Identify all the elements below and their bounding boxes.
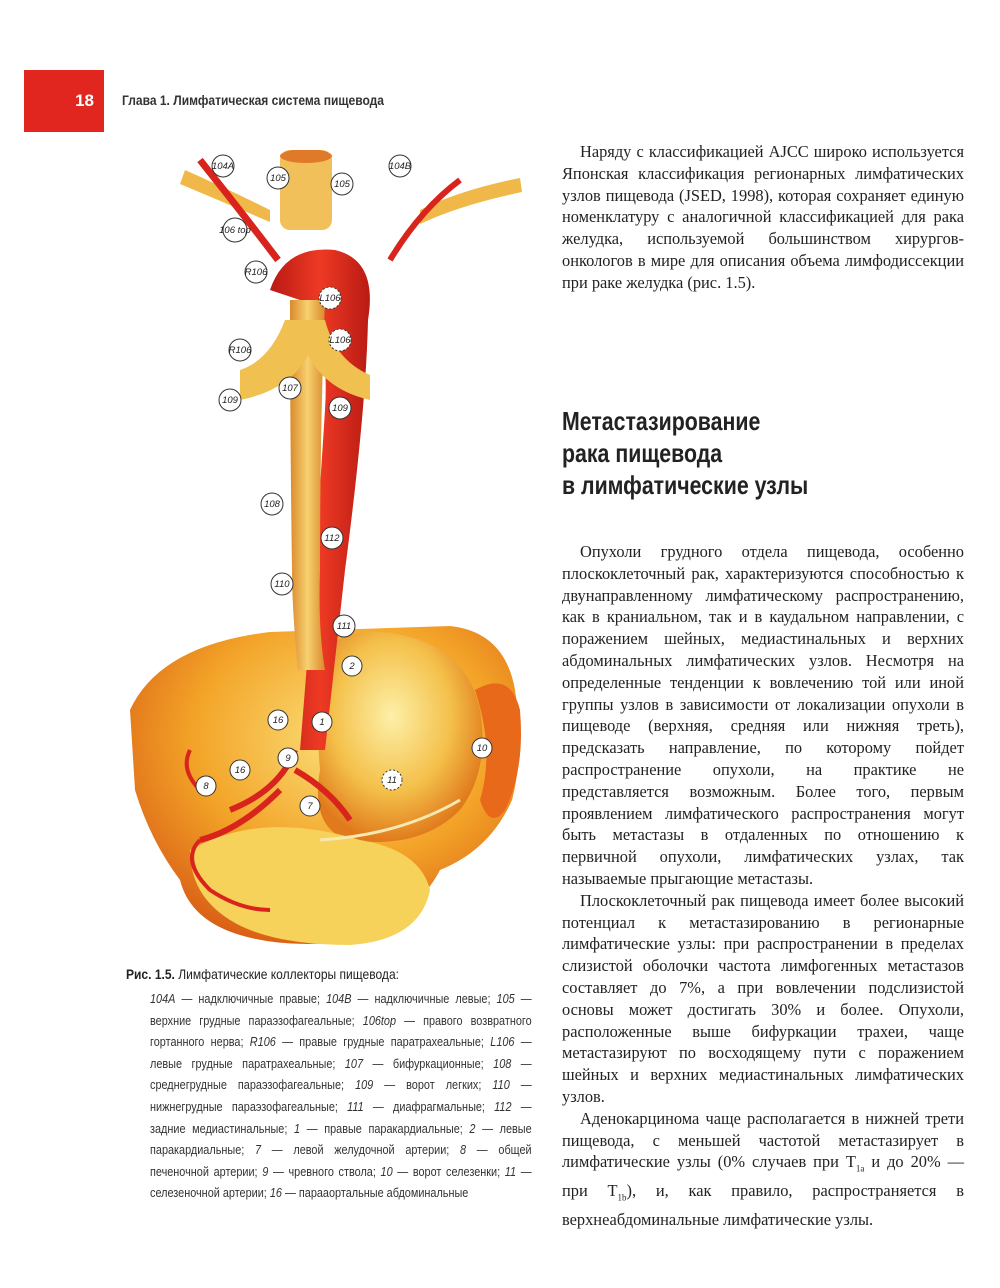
node-105-right — [267, 167, 289, 189]
svg-text:R106: R106 — [244, 267, 268, 278]
svg-text:104A: 104A — [211, 161, 235, 172]
section-heading: Метастазирование рака пищевода в лимфатические узлы — [562, 406, 809, 500]
svg-text:106 top: 106 top — [219, 225, 251, 236]
caption-item-text: — задние медиастинальные; — [150, 1098, 532, 1136]
intro-paragraph: Наряду с классификацией AJCC широко используется Японская классификация регионарных лимфатических узлов пищевода (JSED, 1998), которая сохраняет единую номенклатуру с аналогичной классификацией для рака желудка, используемой большинством хирургов-онкологов в мире для описания объема лимфодиссекции при раке желудка (рис. 1.5). — [562, 142, 964, 292]
caption-item-code: 11 — [504, 1163, 517, 1179]
node-112 — [321, 527, 343, 549]
caption-item-code: 104B — [326, 991, 352, 1006]
svg-text:R106: R106 — [228, 345, 252, 356]
caption-item-text: — верхние грудные параэзофагеальные; — [150, 991, 532, 1028]
svg-text:110: 110 — [274, 579, 290, 590]
caption-item-code: 9 — [262, 1163, 269, 1179]
node-111 — [333, 615, 355, 637]
caption-item-text: — селезеночной артерии; — [150, 1163, 532, 1201]
caption-item-text: — чревного ствола; — [268, 1163, 381, 1179]
body-paragraph-1: Опухоли грудного отдела пищевода, особенно плоскоклеточный рак, характеризуются способностью к двунаправленному лимфатическому распространению, как в краниальном, так и в каудальном направлении, с поражением шейных, медиастинальных и верхних абдоминальных лимфатических узлов. Несмотря на определенные тенденции к вовлечению той или иной группы узлов в зависимости от локализации опухоли в пищеводе (верхняя, средняя или нижняя треть), предсказать направление, по которому пойдет распространение опухоли, на практике не представляется возможным. Более того, первым проявлением лимфатического распространения могут быть метастазы в отдаленных по отношению к первичной опухоли, лимфатических узлах, так называемые прыгающие метастазы. — [562, 542, 964, 888]
caption-item-text: — левой желудочной артерии; — [261, 1142, 461, 1158]
caption-item-text: — надключичные левые; — [351, 991, 497, 1006]
caption-item-code: 111 — [347, 1098, 364, 1114]
svg-text:105: 105 — [270, 173, 286, 184]
node-109-left — [329, 397, 351, 419]
svg-text:109: 109 — [222, 395, 238, 406]
node-110 — [271, 573, 293, 595]
svg-text:104B: 104B — [388, 161, 412, 172]
caption-item-code: 7 — [254, 1142, 262, 1158]
figure-caption — [126, 966, 534, 1204]
caption-item-text: — общей печеночной артерии; — [150, 1142, 532, 1179]
caption-item-text: — среднегрудные параэзофагеальные; — [150, 1055, 532, 1093]
caption-item-text: — правого возвратного гортанного нерва; — [150, 1012, 532, 1050]
node-7 — [300, 796, 320, 816]
svg-text:2: 2 — [349, 661, 355, 672]
body-text — [562, 541, 964, 1231]
node-l106-lower — [329, 329, 351, 351]
caption-item-text: — нижнегрудные параэзофагеальные; — [150, 1077, 532, 1114]
caption-item-code: 104A — [150, 991, 176, 1006]
svg-text:107: 107 — [282, 383, 298, 394]
node-16-lower — [230, 760, 250, 780]
caption-item-code: 16 — [269, 1185, 282, 1201]
caption-item-text: — бифуркационные; — [363, 1055, 494, 1071]
node-105-left — [331, 173, 353, 195]
caption-item-code: 10 — [380, 1163, 393, 1179]
caption-item-text: — левые грудные паратрахеальные; — [150, 1034, 532, 1071]
caption-item-text: — надключичные правые; — [175, 991, 327, 1006]
caption-item-code: 112 — [494, 1098, 512, 1114]
caption-item-code: 105 — [496, 991, 515, 1006]
node-9 — [278, 748, 298, 768]
caption-item-code: 110 — [492, 1077, 510, 1093]
caption-item-text: — диафрагмальные; — [363, 1098, 495, 1114]
svg-text:111: 111 — [336, 621, 352, 632]
svg-text:10: 10 — [476, 743, 488, 754]
body-paragraph-2: Плоскоклеточный рак пищевода имеет более высокий потенциал к метастазированию в регионарные лимфатические узлы: при распространении в пределах слизистой оболочки частота лимфогенных метастазов составляет до 7%, а при вовлечении подслизистой основы может достигать 30% и более. Опухоли, расположенные выше бифуркации трахеи, чаще метастазируют по восходящему пути с поражением шейных и верхних медиастинальных лимфатических узлов. — [562, 890, 964, 1106]
caption-item-text: — правые паракардиальные; — [300, 1120, 470, 1136]
svg-text:108: 108 — [264, 499, 280, 510]
caption-item-code: 2 — [469, 1120, 476, 1136]
node-109-right — [219, 389, 241, 411]
lymph-collectors-illustration — [120, 150, 530, 960]
node-r106-upper — [245, 261, 268, 283]
node-16-upper — [268, 710, 288, 730]
node-l106-upper — [319, 287, 341, 309]
caption-item-code: 1 — [294, 1120, 301, 1136]
caption-item-code: 107 — [344, 1055, 364, 1071]
svg-text:L106: L106 — [329, 335, 351, 346]
running-head: Глава 1. Лимфатическая система пищевода — [122, 92, 385, 108]
caption-item-code: 106top — [362, 1012, 397, 1028]
caption-item-code: 109 — [355, 1077, 374, 1093]
caption-item-text: — ворот легких; — [373, 1077, 493, 1093]
node-104a — [212, 155, 234, 177]
svg-text:8: 8 — [203, 781, 209, 792]
body-paragraph-3: Аденокарцинома чаще располагается в нижней трети пищевода, с меньшей частотой метастазирует в лимфатические узлы (0% случаев при $T_{1a}$ и до 20% — при $T_{1b}$), и, как правило, распространяется в верхнеабдоминальные лимфатические узлы. — [562, 1108, 965, 1230]
intro-text — [562, 141, 964, 294]
node-11 — [382, 770, 402, 790]
caption-item-code: 8 — [460, 1142, 467, 1158]
caption-item-code: 108 — [493, 1055, 512, 1071]
caption-title: Рис. 1.5. Лимфатические коллекторы пищевода: — [126, 966, 399, 982]
caption-item-text: — парааортальные абдоминальные — [281, 1185, 469, 1201]
caption-item-text: — правые грудные паратрахеальные; — [275, 1034, 491, 1050]
svg-text:11: 11 — [387, 775, 397, 786]
caption-item-text: — левые паракардиальные; — [150, 1120, 532, 1158]
node-2 — [342, 656, 362, 676]
node-104b — [389, 155, 412, 177]
svg-text:109: 109 — [332, 403, 348, 414]
node-r106-lower — [229, 339, 252, 361]
svg-text:112: 112 — [324, 533, 340, 544]
page-number: 18 — [24, 70, 104, 132]
svg-text:1: 1 — [319, 717, 325, 728]
svg-text:16: 16 — [272, 715, 284, 726]
node-108 — [261, 493, 283, 515]
node-8 — [196, 776, 216, 796]
svg-text:105: 105 — [334, 179, 350, 190]
caption-item-code: R106 — [249, 1034, 276, 1050]
caption-items — [150, 988, 532, 1204]
node-1 — [312, 712, 332, 732]
node-10 — [472, 738, 492, 758]
svg-text:L106: L106 — [319, 293, 341, 304]
svg-text:16: 16 — [234, 765, 246, 776]
svg-text:7: 7 — [307, 801, 313, 812]
svg-text:9: 9 — [285, 753, 291, 764]
caption-item-text: — ворот селезенки; — [392, 1163, 505, 1179]
node-107 — [279, 377, 301, 399]
caption-item-code: L106 — [490, 1034, 515, 1050]
